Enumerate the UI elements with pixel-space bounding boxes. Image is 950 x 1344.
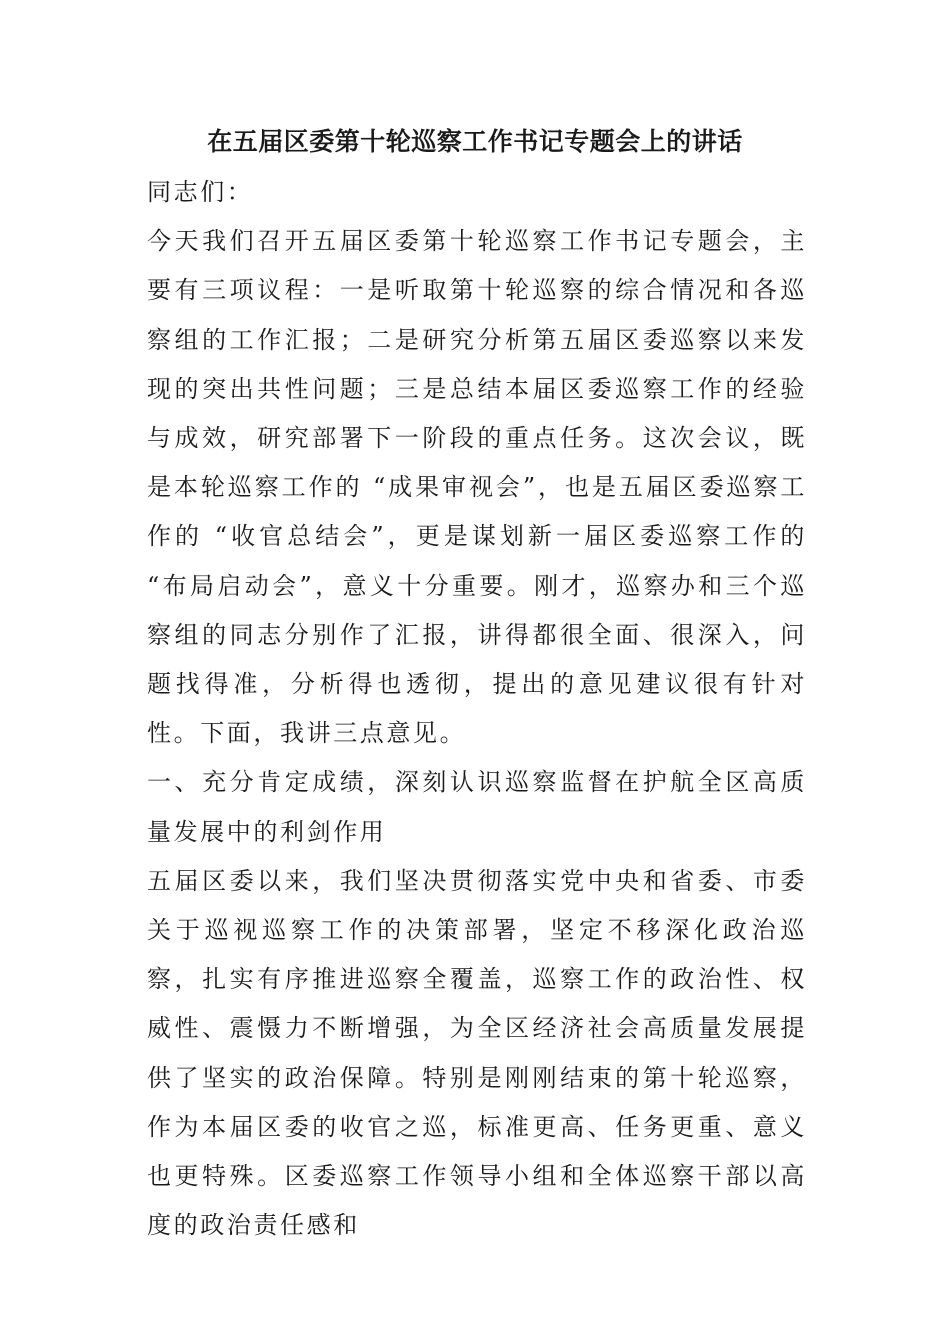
salutation: 同志们： <box>147 178 254 206</box>
paragraph-section-1: 五届区委以来，我们坚决贯彻落实党中央和省委、市委关于巡视巡察工作的决策部署，坚定不移深化政治巡察，扎实有序推进巡察全覆盖，巡察工作的政治性、权威性、震慑力不断增强，为全区经济社会高质量发展提供了坚实的政治保障。特别是刚刚结束的第十轮巡察，作为本届区委的收官之巡，标准更高、任务更重、意义也更特殊。区委巡察工作领导小组和全体巡察干部以高度的政治责任感和 <box>147 866 807 1240</box>
document-body <box>147 168 807 1250</box>
document-title: 在五届区委第十轮巡察工作书记专题会上的讲话 <box>207 127 743 156</box>
paragraph-intro: 今天我们召开五届区委第十轮巡察工作书记专题会，主要有三项议程：一是听取第十轮巡察的综合情况和各巡察组的工作汇报；二是研究分析第五届区委巡察以来发现的突出共性问题；三是总结本届区委巡察工作的经验与成效，研究部署下一阶段的重点任务。这次会议，既是本轮巡察工作的 “成果审视会”，也是五届区委巡察工作的 “收官总结会”，更是谋划新一届区委巡察工作的 “布局启动会”，意义十分重要。刚才，巡察办和三个巡察组的同志分别作了汇报，讲得都很全面、很深入，问题找得准，分析得也透彻，提出的意见建议很有针对性。下面，我讲三点意见。 <box>147 227 807 748</box>
section-heading-1: 一、充分肯定成绩，深刻认识巡察监督在护航全区高质量发展中的利剑作用 <box>147 768 807 846</box>
